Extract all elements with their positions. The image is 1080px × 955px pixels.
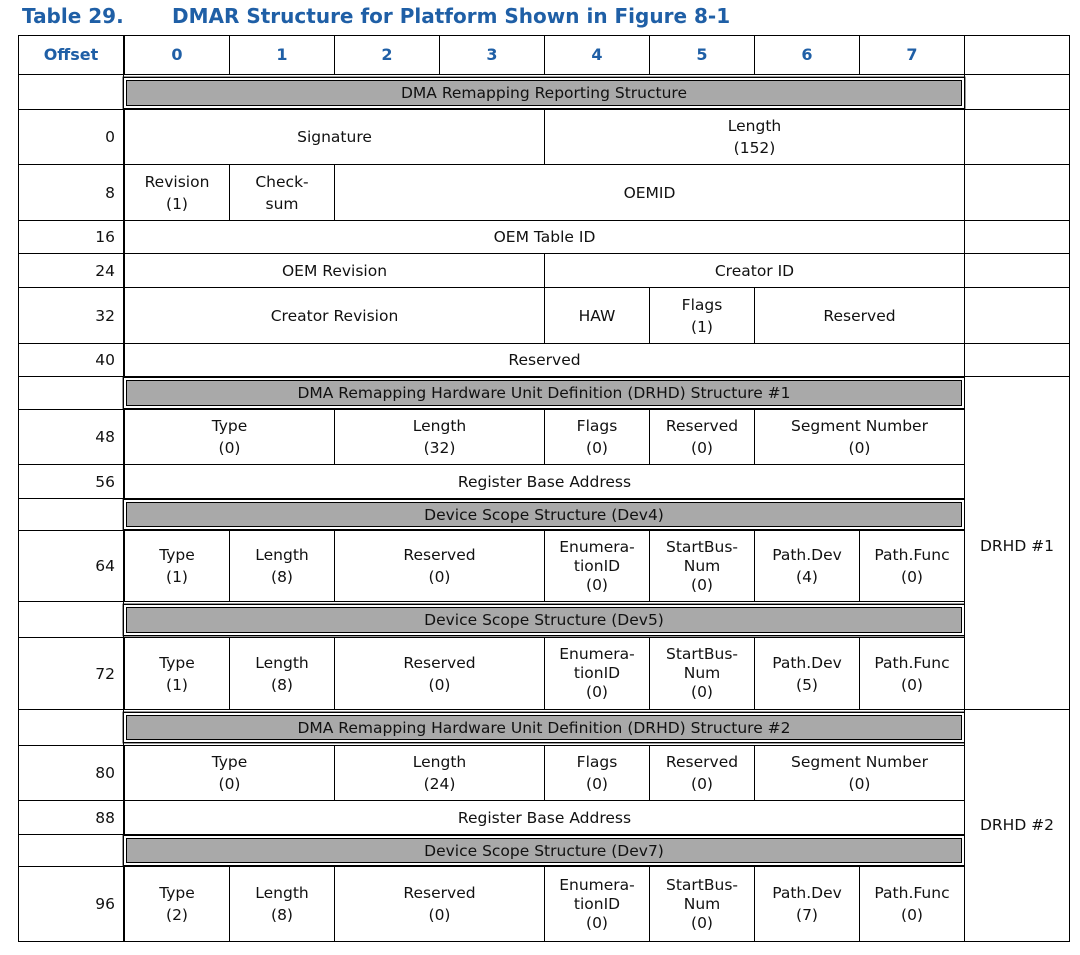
side-blank	[964, 343, 1070, 377]
offset-48: 48	[18, 409, 124, 465]
field-creator-revision: Creator Revision	[124, 287, 545, 344]
side-blank	[964, 253, 1070, 288]
drhd2-flags: Flags (0)	[544, 745, 650, 801]
field-reserved: Reserved	[754, 287, 965, 344]
field-checksum: Check- sum	[229, 164, 335, 221]
header-blank	[964, 35, 1070, 75]
table-title	[22, 4, 730, 28]
dev5-reserved: Reserved (0)	[334, 637, 545, 710]
field-reserved-40: Reserved	[124, 343, 965, 377]
dev7-start-bus-num: StartBus- Num (0)	[649, 866, 755, 942]
band-dmar: DMA Remapping Reporting Structure	[126, 80, 962, 106]
dev7-reserved: Reserved (0)	[334, 866, 545, 942]
dev4-start-bus-num: StartBus- Num (0)	[649, 530, 755, 602]
dmar-table	[18, 35, 1070, 942]
drhd2-register-base: Register Base Address	[124, 800, 965, 835]
field-oem-table-id: OEM Table ID	[124, 220, 965, 254]
side-blank	[964, 164, 1070, 221]
offset-88: 88	[18, 800, 124, 835]
band-drhd1: DMA Remapping Hardware Unit Definition (DRHD) Structure #1	[126, 380, 962, 406]
header-col-5: 5	[649, 35, 755, 75]
offset-96: 96	[18, 866, 124, 942]
offset-blank	[18, 74, 124, 110]
offset-blank	[18, 709, 124, 746]
drhd2-segment: Segment Number (0)	[754, 745, 965, 801]
dev4-enumeration-id: Enumera- tionID (0)	[544, 530, 650, 602]
table-caption: DMAR Structure for Platform Shown in Figure 8-1	[172, 4, 731, 28]
header-col-4: 4	[544, 35, 650, 75]
dev7-path-dev: Path.Dev (7)	[754, 866, 860, 942]
offset-8: 8	[18, 164, 124, 221]
drhd1-type: Type (0)	[124, 409, 335, 465]
side-blank	[964, 109, 1070, 165]
table-number: Table 29.	[22, 4, 124, 28]
field-signature: Signature	[124, 109, 545, 165]
dev4-path-func: Path.Func (0)	[859, 530, 965, 602]
dev5-enumeration-id: Enumera- tionID (0)	[544, 637, 650, 710]
band-drhd2: DMA Remapping Hardware Unit Definition (DRHD) Structure #2	[126, 715, 962, 740]
field-oemid: OEMID	[334, 164, 965, 221]
side-blank	[964, 287, 1070, 344]
dev7-path-func: Path.Func (0)	[859, 866, 965, 942]
dev7-enumeration-id: Enumera- tionID (0)	[544, 866, 650, 942]
offset-40: 40	[18, 343, 124, 377]
side-drhd1: DRHD #1	[964, 376, 1070, 710]
offset-blank	[18, 376, 124, 410]
header-col-3: 3	[439, 35, 545, 75]
offset-16: 16	[18, 220, 124, 254]
band-dev5: Device Scope Structure (Dev5)	[126, 607, 962, 633]
side-blank	[964, 74, 1070, 110]
dev4-reserved: Reserved (0)	[334, 530, 545, 602]
drhd1-flags: Flags (0)	[544, 409, 650, 465]
side-drhd2: DRHD #2	[964, 709, 1070, 942]
dev4-path-dev: Path.Dev (4)	[754, 530, 860, 602]
dev4-length: Length (8)	[229, 530, 335, 602]
offset-32: 32	[18, 287, 124, 344]
drhd1-segment: Segment Number (0)	[754, 409, 965, 465]
dev5-path-func: Path.Func (0)	[859, 637, 965, 710]
offset-64: 64	[18, 530, 124, 602]
band-dev7: Device Scope Structure (Dev7)	[126, 838, 962, 863]
dev5-length: Length (8)	[229, 637, 335, 710]
field-flags: Flags (1)	[649, 287, 755, 344]
header-col-7: 7	[859, 35, 965, 75]
field-creator-id: Creator ID	[544, 253, 965, 288]
header-col-1: 1	[229, 35, 335, 75]
field-length: Length (152)	[544, 109, 965, 165]
drhd1-length: Length (32)	[334, 409, 545, 465]
drhd2-reserved: Reserved (0)	[649, 745, 755, 801]
offset-80: 80	[18, 745, 124, 801]
field-revision: Revision (1)	[124, 164, 230, 221]
drhd1-register-base: Register Base Address	[124, 464, 965, 499]
side-blank	[964, 220, 1070, 254]
dev5-type: Type (1)	[124, 637, 230, 710]
dev5-start-bus-num: StartBus- Num (0)	[649, 637, 755, 710]
offset-blank	[18, 601, 124, 638]
offset-blank	[18, 834, 124, 867]
dev7-length: Length (8)	[229, 866, 335, 942]
band-dev4: Device Scope Structure (Dev4)	[126, 502, 962, 527]
field-haw: HAW	[544, 287, 650, 344]
drhd1-reserved: Reserved (0)	[649, 409, 755, 465]
drhd2-type: Type (0)	[124, 745, 335, 801]
offset-0: 0	[18, 109, 124, 165]
header-col-2: 2	[334, 35, 440, 75]
field-oem-revision: OEM Revision	[124, 253, 545, 288]
dev4-type: Type (1)	[124, 530, 230, 602]
offset-blank	[18, 498, 124, 531]
offset-72: 72	[18, 637, 124, 710]
header-offset: Offset	[18, 35, 124, 75]
header-col-6: 6	[754, 35, 860, 75]
offset-24: 24	[18, 253, 124, 288]
drhd2-length: Length (24)	[334, 745, 545, 801]
header-col-0: 0	[124, 35, 230, 75]
dev7-type: Type (2)	[124, 866, 230, 942]
dev5-path-dev: Path.Dev (5)	[754, 637, 860, 710]
offset-56: 56	[18, 464, 124, 499]
